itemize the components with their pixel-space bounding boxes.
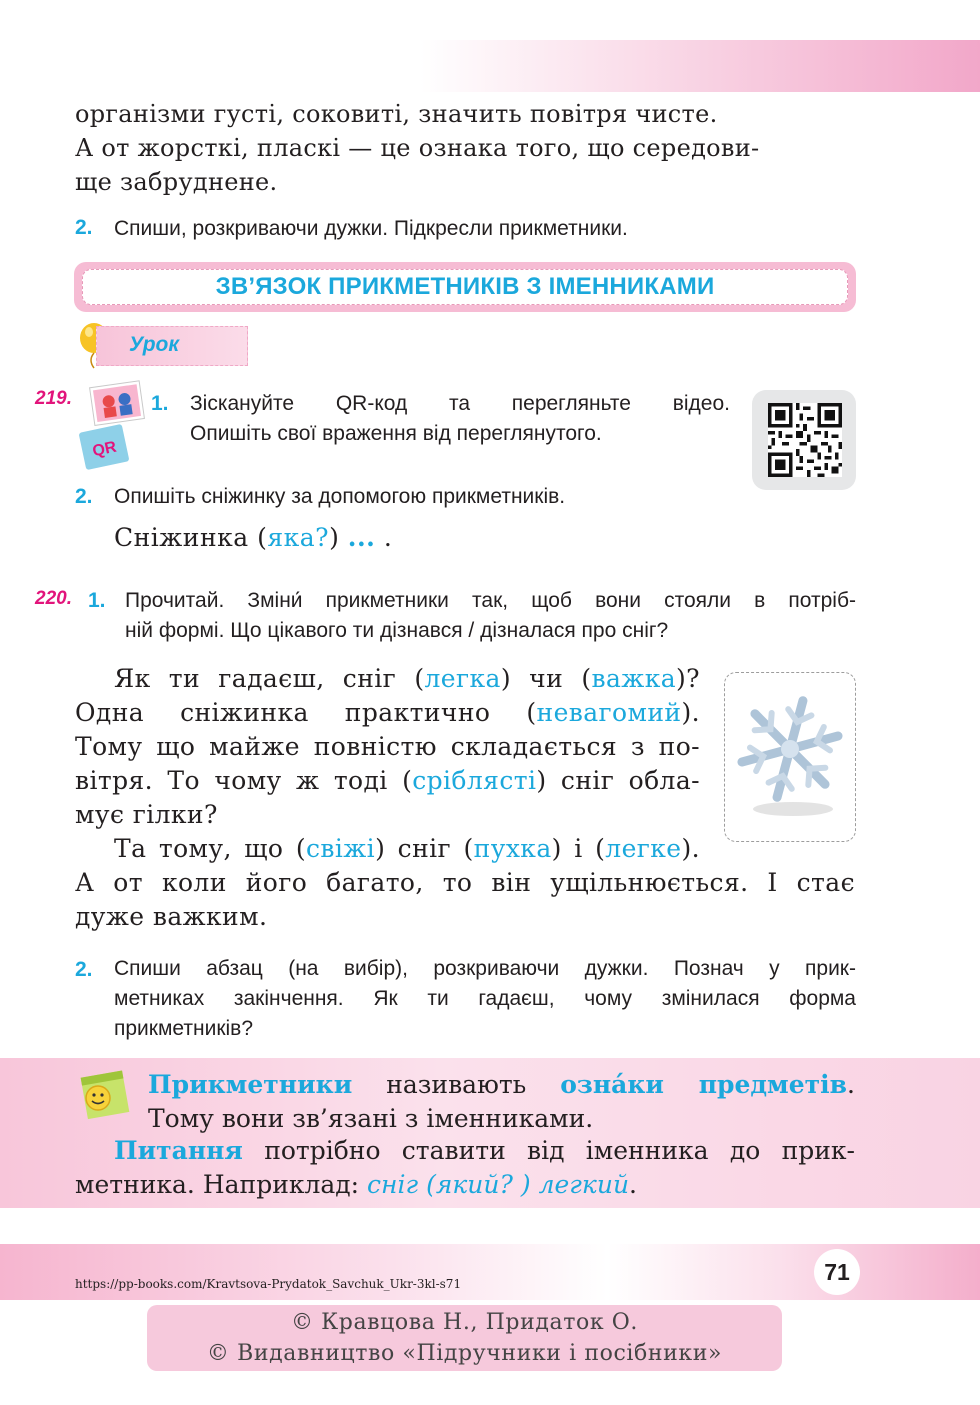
task-line: Опишіть свої враження від переглянутого. (190, 422, 602, 445)
text-line (75, 832, 700, 866)
task-line: прикметників? (114, 1017, 254, 1040)
text: . (629, 1170, 637, 1199)
video-photo-icon (86, 378, 150, 428)
intro-paragraph (75, 97, 855, 199)
text-line: А от коли його багато, то він ущільнюється. І стає (75, 868, 855, 897)
task-line: Прочитай. Зміни́ прикметники так, щоб вони стояли в потріб- (125, 589, 856, 612)
copyright-line: © Кравцова Н., Придаток О. (290, 1310, 639, 1335)
snow-text-bottom (75, 866, 855, 934)
task-line: ній формі. Що цікавого ти дізнався / дізналася про сніг? (125, 619, 669, 642)
task-text (190, 389, 730, 449)
adjective: невагомий (536, 698, 682, 727)
text-line (75, 764, 700, 798)
sample-sentence (114, 523, 392, 552)
task-number: 2. (75, 958, 93, 981)
text: ). (681, 698, 700, 727)
intro-line-2: А от жорсткі, пласкі — це ознака того, що середови- (75, 134, 760, 162)
adjective: важка (591, 664, 677, 693)
intro-line-1: організми густі, соковиті, значить повітря чисте. (75, 100, 718, 128)
task-number: 2. (75, 485, 93, 508)
source-url[interactable]: https://pp-books.com/Kravtsova-Prydatok_Savchuk_Ukr-3kl-s71 (75, 1277, 462, 1291)
task-text: Спиши, розкриваючи дужки. Підкресли прикметники. (114, 217, 628, 240)
sample-text: Сніжинка ( (114, 523, 268, 552)
task-number: 2. (75, 216, 93, 239)
copyright-box (147, 1305, 782, 1371)
text: Як ти гадаєш, сніг ( (114, 664, 425, 693)
task-line: метниках закінчення. Як ти гадаєш, чому змінилася форма (114, 987, 856, 1010)
text: метника. Наприклад: (75, 1170, 368, 1199)
task-text (114, 954, 856, 1044)
adjective: свіжі (305, 834, 376, 863)
text: називають (352, 1070, 561, 1099)
snowflake-icon (735, 687, 845, 827)
task-number: 1. (88, 589, 106, 612)
task-line: Спиши абзац (на вибір), розкриваючи дужки. Познач у прик- (114, 957, 856, 980)
sample-text: . (375, 523, 393, 552)
exercise-number-220: 220. (35, 588, 72, 609)
text-line: Тому що майже повністю складається з по- (75, 732, 700, 761)
text: . (847, 1070, 855, 1099)
qr-card-label: QR (91, 438, 119, 461)
text: ) чи ( (500, 664, 592, 693)
text-line: дуже важким. (75, 902, 268, 931)
copyright-line: © Видавництво «Підручники і посібники» (206, 1341, 723, 1366)
question-word: яка? (267, 523, 330, 552)
task-number: 1. (151, 392, 169, 415)
text-line (75, 696, 700, 730)
term: Прикметники (148, 1070, 353, 1099)
rule-line (148, 1068, 855, 1102)
text: ) сніг обла- (536, 766, 700, 795)
text-line: мує гілки? (75, 800, 218, 829)
header-band (420, 40, 980, 92)
intro-line-3: ще забруднене. (75, 168, 278, 196)
term: Питання (114, 1136, 243, 1165)
text: ) сніг ( (375, 834, 474, 863)
page-number: 71 (814, 1249, 860, 1295)
text: вітря. То чому ж тоді ( (75, 766, 413, 795)
rule-line-1 (75, 1068, 855, 1136)
qr-card-icon (78, 422, 130, 472)
snow-text-top (75, 662, 700, 866)
example: сніг (який? ) легкий (367, 1170, 630, 1199)
adjective: пухка (473, 834, 552, 863)
text: ). (681, 834, 700, 863)
qr-code[interactable] (752, 390, 856, 490)
lesson-label (96, 326, 248, 366)
sample-text: ) (329, 523, 348, 552)
lesson-label-text: Урок (129, 333, 179, 356)
text: )? (676, 664, 700, 693)
section-heading: ЗВ’ЯЗОК ПРИКМЕТНИКІВ З ІМЕННИКАМИ (82, 269, 848, 305)
task-text (125, 586, 856, 646)
adjective: сріблясті (412, 766, 537, 795)
text: потрібно ставити від іменника до прик- (242, 1136, 855, 1165)
text: ) і ( (551, 834, 606, 863)
task-line: Зіскануйте QR-код та перегляньте відео. (190, 392, 730, 415)
ellipsis: ... (347, 523, 376, 552)
adjective: легке (605, 834, 682, 863)
section-heading-box (74, 262, 856, 312)
snowflake-picture (724, 672, 856, 842)
rule-paragraph-2 (75, 1134, 855, 1202)
rule-line (75, 1168, 855, 1202)
qr-code-icon (768, 403, 842, 477)
task-text: Опишіть сніжинку за допомогою прикметників. (114, 485, 566, 508)
rule-line: Тому вони зв’язані з іменниками. (148, 1104, 594, 1133)
text: Одна сніжинка практично ( (75, 698, 537, 727)
adjective: легка (424, 664, 501, 693)
rule-line (75, 1134, 855, 1168)
text-line (75, 662, 700, 696)
exercise-number-219: 219. (35, 388, 72, 409)
text: Та тому, що ( (114, 834, 306, 863)
term: озна́ки предметів (560, 1070, 848, 1099)
